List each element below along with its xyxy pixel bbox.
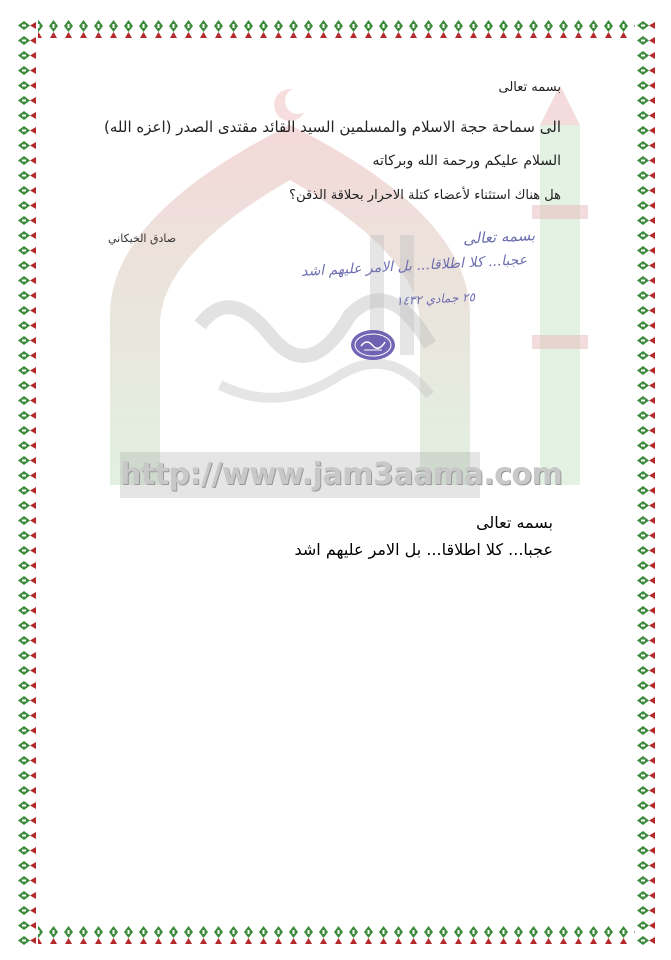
handwritten-line-2: عجبا... كلا اطلاقا... بل الامر عليهم اشد <box>300 252 528 280</box>
letter-greeting: السلام عليكم ورحمة الله وبركاته <box>372 153 561 169</box>
decorative-border-top <box>16 18 657 40</box>
sender-name: صادق الخيكاني <box>108 232 177 245</box>
handwritten-reply <box>285 228 545 318</box>
handwritten-line-1: بسمه تعالى <box>462 226 536 248</box>
watermark-site-url: http://www.jam3aama.com <box>120 452 480 498</box>
letter-address: الى سماحة حجة الاسلام والمسلمين السيد القائد مقتدى الصدر (اعزه الله) <box>104 118 561 136</box>
typed-reply-heading: بسمه تعالى <box>476 513 553 532</box>
letter-question: هل هناك استثناء لأعضاء كتلة الاحرار بحلاقة الذقن؟ <box>289 188 561 203</box>
decorative-border-bottom <box>16 924 657 946</box>
handwritten-date: ٢٥ جمادي ١٤٣٢ <box>395 289 476 309</box>
typed-reply-body: عجبا... كلا اطلاقا... بل الامر عليهم اشد <box>294 540 553 559</box>
decorative-border-right <box>635 18 657 946</box>
letter-salutation: بسمه تعالى <box>498 80 561 95</box>
seal-stamp <box>349 328 397 362</box>
decorative-border-left <box>16 18 38 946</box>
